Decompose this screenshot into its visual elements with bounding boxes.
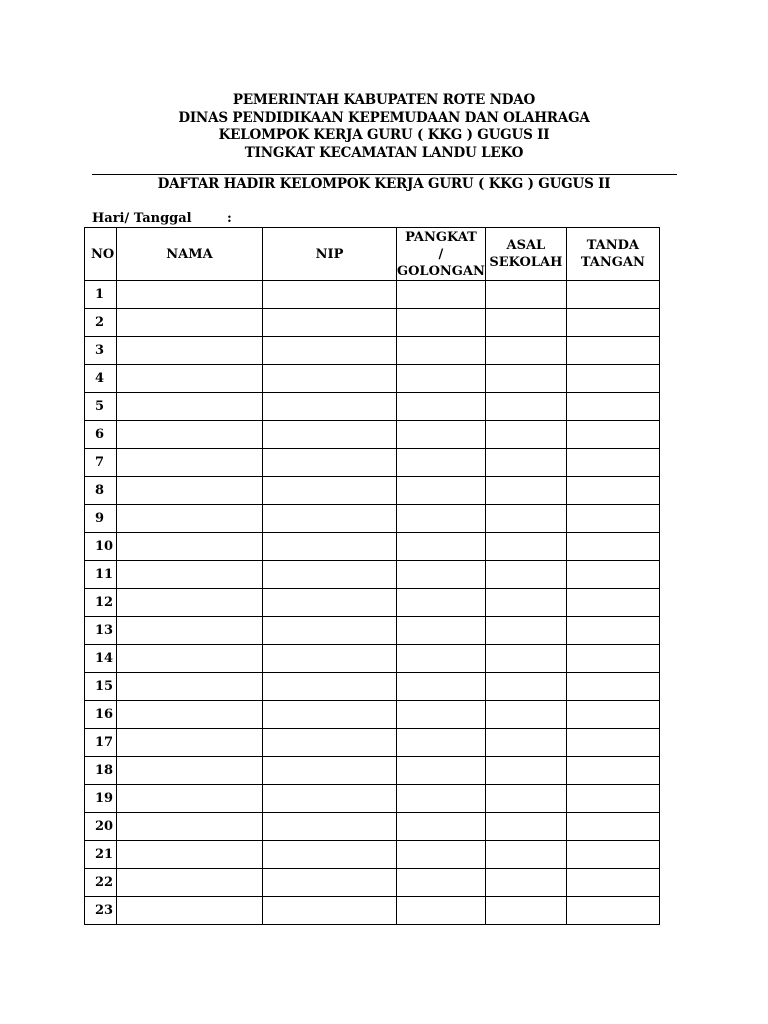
tanda-tangan-cell bbox=[566, 757, 659, 785]
nip-cell bbox=[263, 841, 397, 869]
nama-cell bbox=[117, 477, 263, 505]
table-row bbox=[85, 813, 660, 841]
nip-cell bbox=[263, 673, 397, 701]
nip-cell bbox=[263, 393, 397, 421]
asal-sekolah-cell bbox=[485, 421, 566, 449]
table-row bbox=[85, 757, 660, 785]
nip-cell bbox=[263, 729, 397, 757]
tanda-tangan-cell bbox=[566, 785, 659, 813]
pangkat-cell bbox=[397, 449, 486, 477]
asal-sekolah-cell bbox=[485, 505, 566, 533]
header-golongan: GOLONGAN bbox=[397, 263, 485, 279]
table-row bbox=[85, 281, 660, 309]
letterhead-line-2: DINAS PENDIDIKAAN KEPEMUDAAN DAN OLAHRAGA bbox=[178, 109, 590, 126]
pangkat-cell bbox=[397, 365, 486, 393]
table-row bbox=[85, 841, 660, 869]
table-row bbox=[85, 365, 660, 393]
table-row bbox=[85, 729, 660, 757]
nama-cell bbox=[117, 757, 263, 785]
tanda-tangan-cell bbox=[566, 477, 659, 505]
tanda-tangan-cell bbox=[566, 589, 659, 617]
nama-cell bbox=[117, 337, 263, 365]
table-row bbox=[85, 309, 660, 337]
table-row bbox=[85, 897, 660, 925]
table-row bbox=[85, 673, 660, 701]
pangkat-cell bbox=[397, 393, 486, 421]
table-row bbox=[85, 421, 660, 449]
table-row bbox=[85, 337, 660, 365]
nip-cell bbox=[263, 869, 397, 897]
nama-cell bbox=[117, 841, 263, 869]
tanda-tangan-cell bbox=[566, 449, 659, 477]
nip-cell bbox=[263, 337, 397, 365]
nama-cell bbox=[117, 729, 263, 757]
asal-sekolah-cell bbox=[485, 645, 566, 673]
row-number: 18 bbox=[85, 757, 117, 785]
pangkat-cell bbox=[397, 309, 486, 337]
asal-sekolah-cell bbox=[485, 449, 566, 477]
nip-cell bbox=[263, 757, 397, 785]
table-row bbox=[85, 561, 660, 589]
nama-cell bbox=[117, 449, 263, 477]
tanda-tangan-cell bbox=[566, 393, 659, 421]
pangkat-cell bbox=[397, 477, 486, 505]
asal-sekolah-cell bbox=[485, 365, 566, 393]
header-nip: NIP bbox=[263, 228, 397, 281]
nama-cell bbox=[117, 281, 263, 309]
table-row bbox=[85, 589, 660, 617]
row-number: 21 bbox=[85, 841, 117, 869]
tanda-tangan-cell bbox=[566, 421, 659, 449]
tanda-tangan-cell bbox=[566, 561, 659, 589]
row-number: 5 bbox=[85, 393, 117, 421]
asal-sekolah-cell bbox=[485, 477, 566, 505]
letterhead-line-4: TINGKAT KECAMATAN LANDU LEKO bbox=[244, 144, 524, 161]
nip-cell bbox=[263, 505, 397, 533]
nama-cell bbox=[117, 897, 263, 925]
nama-cell bbox=[117, 589, 263, 617]
asal-sekolah-cell bbox=[485, 869, 566, 897]
tanda-tangan-cell bbox=[566, 505, 659, 533]
letterhead-line-1: PEMERINTAH KABUPATEN ROTE NDAO bbox=[232, 92, 536, 108]
table-row bbox=[85, 645, 660, 673]
row-number: 16 bbox=[85, 701, 117, 729]
nama-cell bbox=[117, 561, 263, 589]
asal-sekolah-cell bbox=[485, 533, 566, 561]
row-number: 19 bbox=[85, 785, 117, 813]
row-number: 3 bbox=[85, 337, 117, 365]
tanda-tangan-cell bbox=[566, 365, 659, 393]
table-row bbox=[85, 617, 660, 645]
row-number: 22 bbox=[85, 869, 117, 897]
nip-cell bbox=[263, 645, 397, 673]
table-row bbox=[85, 449, 660, 477]
nama-cell bbox=[117, 813, 263, 841]
nip-cell bbox=[263, 785, 397, 813]
pangkat-cell bbox=[397, 701, 486, 729]
pangkat-cell bbox=[397, 533, 486, 561]
nama-cell bbox=[117, 869, 263, 897]
tanda-tangan-cell bbox=[566, 645, 659, 673]
pangkat-cell bbox=[397, 785, 486, 813]
table-row bbox=[85, 869, 660, 897]
nama-cell bbox=[117, 533, 263, 561]
row-number: 17 bbox=[85, 729, 117, 757]
pangkat-cell bbox=[397, 589, 486, 617]
row-number: 15 bbox=[85, 673, 117, 701]
header-tanda: TANDA bbox=[586, 238, 639, 253]
header-sekolah: SEKOLAH bbox=[489, 255, 563, 270]
row-number: 6 bbox=[85, 421, 117, 449]
asal-sekolah-cell bbox=[485, 673, 566, 701]
header-asal-sekolah bbox=[485, 228, 566, 281]
asal-sekolah-cell bbox=[485, 897, 566, 925]
row-number: 11 bbox=[85, 561, 117, 589]
tanda-tangan-cell bbox=[566, 841, 659, 869]
table-header-row bbox=[85, 228, 660, 281]
pangkat-cell bbox=[397, 673, 486, 701]
row-number: 7 bbox=[85, 449, 117, 477]
nip-cell bbox=[263, 533, 397, 561]
table-row bbox=[85, 477, 660, 505]
row-number: 12 bbox=[85, 589, 117, 617]
asal-sekolah-cell bbox=[485, 617, 566, 645]
tanda-tangan-cell bbox=[566, 337, 659, 365]
nama-cell bbox=[117, 785, 263, 813]
tanda-tangan-cell bbox=[566, 281, 659, 309]
pangkat-cell bbox=[397, 617, 486, 645]
row-number: 8 bbox=[85, 477, 117, 505]
nip-cell bbox=[263, 561, 397, 589]
attendance-table bbox=[84, 227, 660, 925]
asal-sekolah-cell bbox=[485, 785, 566, 813]
row-number: 20 bbox=[85, 813, 117, 841]
nama-cell bbox=[117, 393, 263, 421]
tanda-tangan-cell bbox=[566, 869, 659, 897]
nama-cell bbox=[117, 645, 263, 673]
nama-cell bbox=[117, 421, 263, 449]
header-divider bbox=[92, 174, 677, 175]
row-number: 23 bbox=[85, 897, 117, 925]
nip-cell bbox=[263, 421, 397, 449]
asal-sekolah-cell bbox=[485, 813, 566, 841]
header-tangan: TANGAN bbox=[580, 255, 645, 270]
tanda-tangan-cell bbox=[566, 533, 659, 561]
tanda-tangan-cell bbox=[566, 813, 659, 841]
nip-cell bbox=[263, 449, 397, 477]
table-body bbox=[85, 281, 660, 925]
nama-cell bbox=[117, 365, 263, 393]
asal-sekolah-cell bbox=[485, 281, 566, 309]
asal-sekolah-cell bbox=[485, 729, 566, 757]
asal-sekolah-cell bbox=[485, 701, 566, 729]
pangkat-cell bbox=[397, 729, 486, 757]
nama-cell bbox=[117, 701, 263, 729]
pangkat-cell bbox=[397, 337, 486, 365]
letterhead bbox=[0, 92, 768, 162]
header-no: NO bbox=[85, 228, 117, 281]
nip-cell bbox=[263, 701, 397, 729]
tanda-tangan-cell bbox=[566, 617, 659, 645]
row-number: 1 bbox=[85, 281, 117, 309]
nip-cell bbox=[263, 617, 397, 645]
header-pangkat: PANGKAT bbox=[405, 229, 477, 245]
table-row bbox=[85, 533, 660, 561]
nama-cell bbox=[117, 617, 263, 645]
asal-sekolah-cell bbox=[485, 561, 566, 589]
tanda-tangan-cell bbox=[566, 729, 659, 757]
nip-cell bbox=[263, 281, 397, 309]
row-number: 9 bbox=[85, 505, 117, 533]
pangkat-cell bbox=[397, 841, 486, 869]
pangkat-cell bbox=[397, 421, 486, 449]
asal-sekolah-cell bbox=[485, 309, 566, 337]
asal-sekolah-cell bbox=[485, 757, 566, 785]
asal-sekolah-cell bbox=[485, 589, 566, 617]
date-colon: : bbox=[227, 211, 232, 226]
date-field bbox=[92, 210, 232, 227]
pangkat-cell bbox=[397, 561, 486, 589]
pangkat-cell bbox=[397, 645, 486, 673]
header-slash: / bbox=[438, 246, 444, 262]
table-row bbox=[85, 701, 660, 729]
tanda-tangan-cell bbox=[566, 701, 659, 729]
document-title: DAFTAR HADIR KELOMPOK KERJA GURU ( KKG ) GUGUS II bbox=[157, 176, 611, 192]
pangkat-cell bbox=[397, 281, 486, 309]
row-number: 14 bbox=[85, 645, 117, 673]
row-number: 2 bbox=[85, 309, 117, 337]
nama-cell bbox=[117, 505, 263, 533]
row-number: 10 bbox=[85, 533, 117, 561]
asal-sekolah-cell bbox=[485, 841, 566, 869]
header-asal: ASAL bbox=[506, 238, 546, 253]
nip-cell bbox=[263, 309, 397, 337]
row-number: 13 bbox=[85, 617, 117, 645]
asal-sekolah-cell bbox=[485, 337, 566, 365]
header-tanda-tangan bbox=[566, 228, 659, 281]
pangkat-cell bbox=[397, 505, 486, 533]
header-pangkat-golongan bbox=[397, 228, 486, 281]
letterhead-line-3: KELOMPOK KERJA GURU ( KKG ) GUGUS II bbox=[218, 127, 550, 143]
tanda-tangan-cell bbox=[566, 897, 659, 925]
nip-cell bbox=[263, 365, 397, 393]
nip-cell bbox=[263, 813, 397, 841]
asal-sekolah-cell bbox=[485, 393, 566, 421]
nip-cell bbox=[263, 477, 397, 505]
nip-cell bbox=[263, 897, 397, 925]
row-number: 4 bbox=[85, 365, 117, 393]
nama-cell bbox=[117, 673, 263, 701]
table-row bbox=[85, 785, 660, 813]
nama-cell bbox=[117, 309, 263, 337]
nip-cell bbox=[263, 589, 397, 617]
pangkat-cell bbox=[397, 869, 486, 897]
tanda-tangan-cell bbox=[566, 673, 659, 701]
tanda-tangan-cell bbox=[566, 309, 659, 337]
pangkat-cell bbox=[397, 813, 486, 841]
table-row bbox=[85, 505, 660, 533]
header-nama: NAMA bbox=[117, 228, 263, 281]
pangkat-cell bbox=[397, 757, 486, 785]
date-label: Hari/ Tanggal bbox=[92, 211, 192, 226]
table-row bbox=[85, 393, 660, 421]
pangkat-cell bbox=[397, 897, 486, 925]
